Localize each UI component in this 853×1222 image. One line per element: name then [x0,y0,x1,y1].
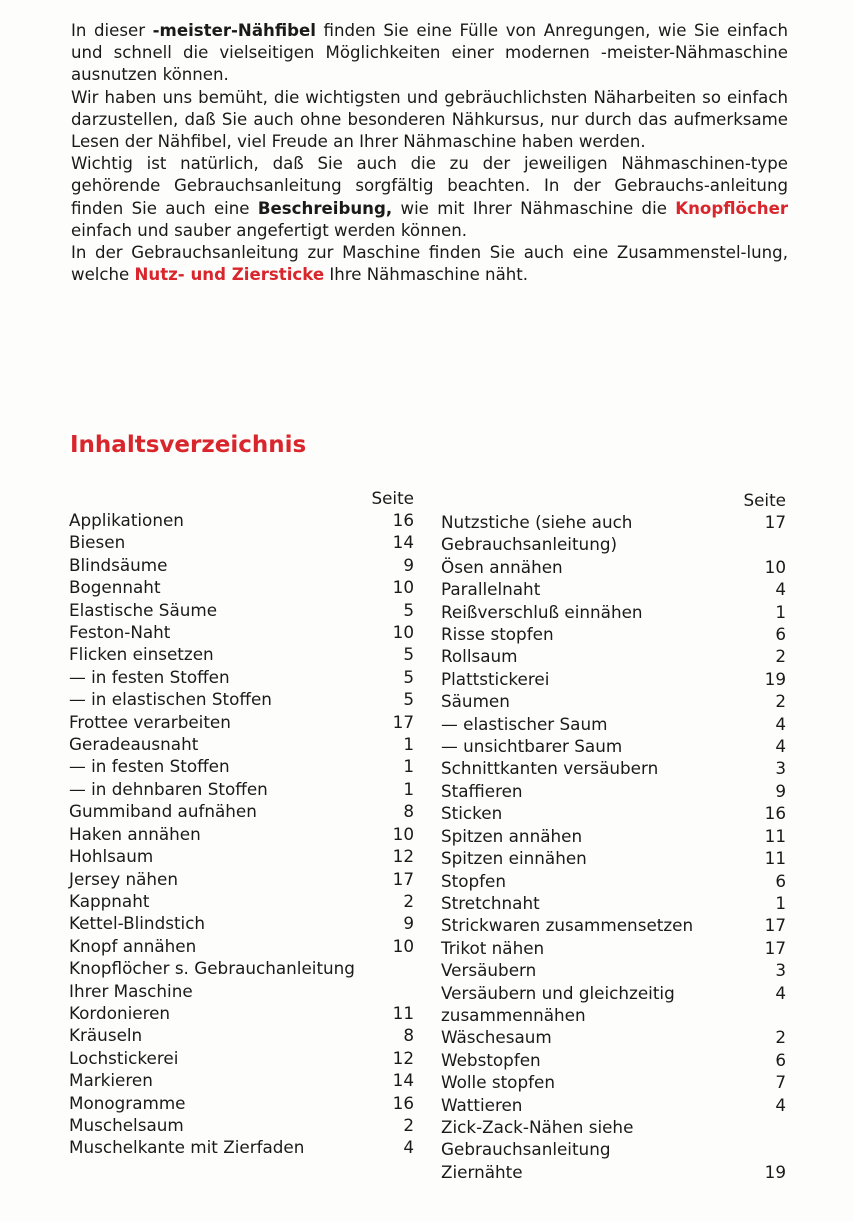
toc-entry-label [441,914,746,936]
toc-entry-line: Biesen [69,532,126,553]
toc-entry [441,713,786,735]
toc-entry [69,800,414,822]
toc-entry [441,959,786,981]
toc-entry-line: Ösen annähen [441,556,563,577]
toc-entry-page: 5 [403,599,414,620]
toc-entry-label [441,713,746,735]
toc-entry-page: 2 [775,1027,786,1048]
toc-entry-page: 4 [775,736,786,757]
toc-entry-line: Säumen [441,691,510,712]
toc-entry-page: 5 [403,644,414,665]
nutz-ziersticke-highlight: Nutz- und Ziersticke [134,265,325,285]
toc-entry [69,711,414,733]
toc-entry-line: Gebrauchsanleitung) [441,534,618,555]
toc-entry-page: 10 [392,823,414,844]
toc-entry-label [441,511,746,556]
toc-entry [441,511,786,556]
toc-entry [69,1024,414,1046]
toc-entry-label [69,957,374,1002]
toc-entry-page: 14 [392,1070,414,1091]
toc-entry-label [441,1116,746,1161]
toc-entry-page: 4 [775,1094,786,1115]
toc-entry-label [441,780,746,802]
toc-entry-label [441,892,746,914]
toc-entry-label [69,912,374,934]
toc-entry-page: 10 [392,622,414,643]
toc-entry-line: Monogramme [69,1092,186,1113]
toc-entry [69,733,414,755]
toc-entry-line: Knopflöcher s. Gebrauchanleitung [69,958,355,979]
toc-entry [441,825,786,847]
toc-entry [69,1092,414,1114]
toc-entry [69,1069,414,1091]
toc-entry-line: Strickwaren zusammensetzen [441,915,694,936]
toc-entry-line: Spitzen einnähen [441,848,587,869]
toc-entry-label [441,690,746,712]
toc-entry-line: Stopfen [441,870,507,891]
toc-entry-line: — in elastischen Stoffen [69,689,272,710]
toc-entry-line: Wäschesaum [441,1027,552,1048]
toc-entry [441,623,786,645]
toc-entry-page: 17 [392,868,414,889]
toc-entry-line: Staffieren [441,780,523,801]
toc-entry [441,937,786,959]
toc-entry [441,1026,786,1048]
toc-entry [69,666,414,688]
toc-entry [441,802,786,824]
toc-title: Inhaltsverzeichnis [70,432,307,458]
toc-column-left [69,487,414,1159]
toc-entry-page: 17 [392,711,414,732]
toc-entry-label [69,1024,374,1046]
toc-entry-page: 2 [403,890,414,911]
toc-entry [441,780,786,802]
toc-entry-page: 6 [775,870,786,891]
toc-entry-label [69,666,374,688]
toc-entry-line: — in festen Stoffen [69,666,230,687]
toc-entry-label [69,509,374,531]
toc-entry-line: Frottee verarbeiten [69,711,231,732]
toc-entry [441,914,786,936]
toc-entry-line: Webstopfen [441,1049,541,1070]
toc-entry [441,690,786,712]
toc-entry [441,645,786,667]
toc-entry-line: Markieren [69,1070,153,1091]
intro-paragraph-1: In dieser -meister-Nähfibel finden Sie eine Fülle von Anregungen, wie Sie einfach und schnell die vielseitigen Möglichkeiten einer modernen -meister-Nähmaschine ausnutzen können. [71,21,788,85]
toc-entry [69,688,414,710]
toc-entry [441,1049,786,1071]
toc-entry-label [441,601,746,623]
toc-entry-line: Bogennaht [69,577,161,598]
toc-entry [441,1116,786,1161]
toc-entry-line: Kräuseln [69,1025,143,1046]
toc-entry-label [69,576,374,598]
toc-entry-page: 10 [392,935,414,956]
toc-entry-line: Feston-Naht [69,622,171,643]
toc-entry-line: — elastischer Saum [441,713,608,734]
toc-entry-page: 7 [775,1072,786,1093]
toc-entry-label [69,621,374,643]
toc-entry-page: 14 [392,532,414,553]
toc-entry-line: Kappnaht [69,890,150,911]
toc-entry-page: 6 [775,624,786,645]
toc-entry-label [69,755,374,777]
toc-entry [441,735,786,757]
toc-entry-page: 11 [764,848,786,869]
toc-entry-line: Jersey nähen [69,868,179,889]
toc-entry-page: 17 [764,915,786,936]
toc-entry-line: Trikot nähen [441,937,545,958]
toc-entry [69,576,414,598]
toc-entry [441,1071,786,1093]
toc-entry [441,892,786,914]
toc-entry-line: Muschelkante mit Zierfaden [69,1137,305,1158]
toc-entry-label [441,1094,746,1116]
toc-entry [69,1047,414,1069]
toc-list-left [69,509,414,1159]
toc-entry-page: 12 [392,1047,414,1068]
toc-entry-page: 1 [775,601,786,622]
toc-entry-page: 4 [775,579,786,600]
toc-entry-label [441,802,746,824]
toc-entry-line: Sticken [441,803,503,824]
toc-entry-label [69,531,374,553]
toc-entry-page: 11 [764,825,786,846]
toc-entry [441,1161,786,1183]
toc-entry-line: Knopf annähen [69,935,197,956]
toc-entry-line: Wattieren [441,1094,523,1115]
intro-paragraph-4: In der Gebrauchsanleitung zur Maschine finden Sie auch eine Zusammenstel-lung, welche Nutz- und Ziersticke Ihre Nähmaschine näht. [71,243,788,285]
toc-entry [69,643,414,665]
toc-entry-line: — in festen Stoffen [69,756,230,777]
toc-entry-page: 11 [392,1002,414,1023]
toc-entry-label [441,1071,746,1093]
toc-entry-label [441,1161,746,1183]
toc-entry-label [69,1136,374,1158]
beschreibung-term: Beschreibung, [257,198,393,218]
toc-entry-line: Ziernähte [441,1161,523,1182]
toc-entry [441,578,786,600]
toc-entry-page: 1 [403,756,414,777]
toc-entry-line: Ihrer Maschine [69,980,193,1001]
toc-entry [69,554,414,576]
toc-entry-label [69,868,374,890]
toc-entry-page: 16 [764,803,786,824]
toc-entry-page: 3 [775,758,786,779]
toc-entry-label [441,757,746,779]
seite-header: Seite [743,490,786,510]
toc-entry-label [69,733,374,755]
toc-entry-label [69,890,374,912]
toc-entry-label [441,1049,746,1071]
toc-entry-line: Geradeausnaht [69,734,199,755]
toc-entry-line: — in dehnbaren Stoffen [69,778,268,799]
toc-entry-label [441,825,746,847]
toc-entry-page: 16 [392,1092,414,1113]
toc-entry-page: 8 [403,1025,414,1046]
toc-entry-page: 19 [764,668,786,689]
toc-entry-line: Nutzstiche (siehe auch [441,512,633,532]
toc-entry [69,1002,414,1024]
toc-entry-label [441,870,746,892]
seite-header: Seite [371,488,414,508]
toc-entry [441,556,786,578]
toc-entry-label [69,845,374,867]
toc-entry-line: Lochstickerei [69,1047,179,1068]
toc-entry-label [69,554,374,576]
toc-entry [69,778,414,800]
toc-entry [441,847,786,869]
toc-entry-page: 3 [775,960,786,981]
toc-entry-page: 5 [403,689,414,710]
toc-entry [69,912,414,934]
toc-entry-line: Haken annähen [69,823,201,844]
toc-entry-line: Gebrauchsanleitung [441,1139,611,1160]
toc-entry [69,935,414,957]
toc-entry [441,757,786,779]
toc-list-right [441,511,786,1183]
toc-entry-label [441,937,746,959]
toc-entry-label [441,556,746,578]
toc-entry-page: 2 [775,646,786,667]
toc-entry-page: 10 [764,556,786,577]
toc-entry-line: Stretchnaht [441,892,540,913]
toc-entry-line: Applikationen [69,510,184,530]
toc-entry-label [441,982,746,1027]
toc-entry-label [69,688,374,710]
toc-entry-label [69,823,374,845]
toc-entry [441,668,786,690]
toc-entry-line: Spitzen annähen [441,825,583,846]
toc-entry-label [441,959,746,981]
toc-entry [69,755,414,777]
intro-paragraph-3: Wichtig ist natürlich, daß Sie auch die zu der jeweiligen Nähmaschinen-type gehörende Gebrauchsanleitung sorgfältig beachten. In der Gebrauchs-anleitung finden Sie auch eine Beschreibung, wie mit Ihrer Nähmaschine die Knopflöcher einfach und sauber angefertigt werden können. [71,154,789,240]
toc-entry-line: Parallelnaht [441,579,541,600]
toc-entry-line: Zick-Zack-Nähen siehe [441,1116,634,1137]
toc-entry-line: Versäubern [441,960,537,981]
toc-entry-label [441,578,746,600]
toc-entry-page: 4 [403,1137,414,1158]
intro-paragraph-2: Wir haben uns bemüht, die wichtigsten und gebräuchlichsten Näharbeiten so einfach darzustellen, daß Sie auch ohne besonderen Nähkursus, nur durch das aufmerksame Lesen der Nähfibel, viel Freude an Ihrer Nähmaschine haben werden. [71,87,788,152]
intro-text [71,20,788,286]
toc-entry-page: 1 [403,778,414,799]
knopfloecher-highlight: Knopflöcher [675,198,789,218]
toc-entry-line: Kettel-Blindstich [69,913,206,934]
toc-entry-line: zusammennähen [441,1004,586,1025]
toc-entry-line: Elastische Säume [69,599,218,620]
toc-entry-line: Hohlsaum [69,846,154,867]
toc-entry-label [441,1026,746,1048]
toc-entry-line: Blindsäume [69,554,168,575]
toc-entry [69,1136,414,1158]
toc-entry-label [69,778,374,800]
toc-entry-line: Plattstickerei [441,668,550,689]
toc-entry-page: 5 [403,666,414,687]
toc-entry-label [69,1114,374,1136]
toc-entry [69,599,414,621]
toc-entry [69,957,414,1002]
toc-entry-page: 9 [775,780,786,801]
toc-entry [441,982,786,1027]
toc-entry [69,890,414,912]
toc-entry-label [69,935,374,957]
toc-column-right [441,489,786,1183]
toc-entry-line: Flicken einsetzen [69,644,214,665]
toc-entry [69,845,414,867]
toc-entry [441,601,786,623]
toc-entry-line: Wolle stopfen [441,1072,555,1093]
toc-entry [69,868,414,890]
toc-entry-page: 1 [775,892,786,913]
toc-entry-page: 17 [764,937,786,958]
booklet-name: -meister-Nähfibel [152,21,316,40]
toc-entry-label [69,1092,374,1114]
toc-entry-label [69,711,374,733]
toc-entry-label [441,847,746,869]
toc-entry-page: 8 [403,801,414,822]
toc-entry-page: 6 [775,1049,786,1070]
toc-entry [441,870,786,892]
toc-entry-label [69,800,374,822]
toc-entry-page: 9 [403,554,414,575]
toc-entry-label [69,643,374,665]
toc-entry-label [69,1047,374,1069]
toc-entry-line: Risse stopfen [441,624,554,645]
toc-entry [69,823,414,845]
toc-entry-line: Muschelsaum [69,1114,184,1135]
toc-entry-page: 17 [764,512,786,532]
toc-entry-page: 19 [764,1161,786,1182]
toc-entry [69,531,414,553]
toc-entry-line: Reißverschluß einnähen [441,601,643,622]
toc-entry [441,1094,786,1116]
toc-entry-page: 16 [392,510,414,530]
toc-entry-page: 4 [775,713,786,734]
toc-entry-label [441,668,746,690]
toc-entry-page: 2 [403,1114,414,1135]
toc-entry-label [69,1002,374,1024]
toc-entry-line: Kordonieren [69,1002,171,1023]
toc-entry-line: Versäubern und gleichzeitig [441,982,675,1003]
toc-entry-page: 4 [775,982,786,1003]
toc-entry-line: Gummiband aufnähen [69,801,257,822]
toc-entry-line: Schnittkanten versäubern [441,758,659,779]
toc-entry-label [69,1069,374,1091]
toc-entry-label [441,623,746,645]
toc-entry [69,621,414,643]
toc-entry-page: 9 [403,913,414,934]
toc-entry [69,1114,414,1136]
toc-entry-label [441,645,746,667]
toc-entry-label [441,735,746,757]
toc-entry-page: 1 [403,734,414,755]
toc-entry-page: 10 [392,577,414,598]
toc-entry [69,509,414,531]
toc-entry-label [69,599,374,621]
toc-entry-page: 2 [775,691,786,712]
toc-entry-page: 12 [392,846,414,867]
toc-entry-line: — unsichtbarer Saum [441,736,623,757]
toc-entry-line: Rollsaum [441,646,518,667]
